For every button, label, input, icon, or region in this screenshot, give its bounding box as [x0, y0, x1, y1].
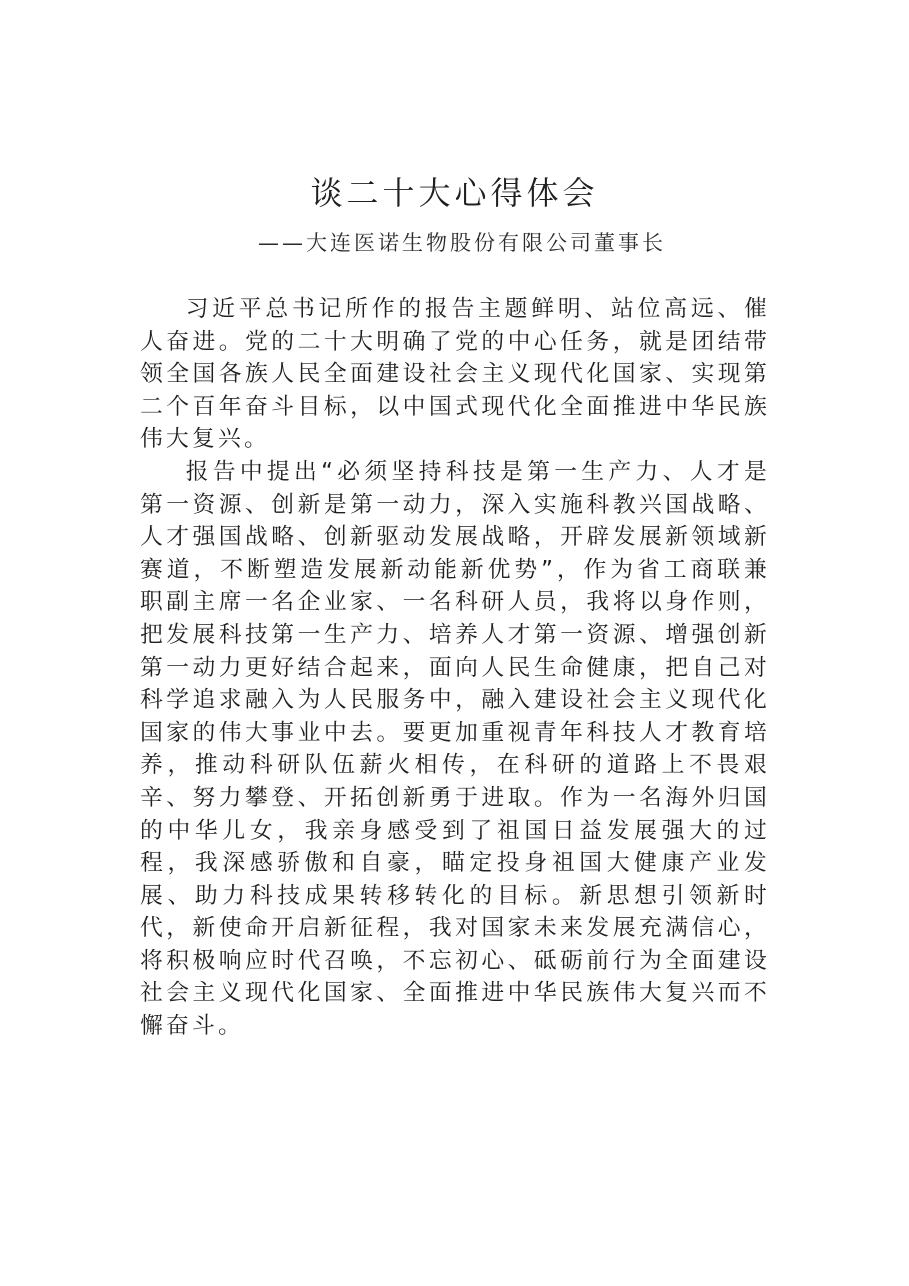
document-subtitle: ——大连医诺生物股份有限公司董事长	[258, 231, 666, 255]
document-title: 谈二十大心得体会	[310, 174, 599, 212]
paragraph: 报告中提出“必须坚持科技是第一生产力、人才是第一资源、创新是第一动力，深入实施科教兴国战略、人才强国战略、创新驱动发展战略，开辟发展新领域新赛道，不断塑造发展新动能新优势”，作为省工商联兼职副主席一名企业家、一名科研人员，我将以身作则，把发展科技第一生产力、培养人才第一资源、增强创新第一动力更好结合起来，面向人民生命健康，把自己对科学追求融入为人民服务中，融入建设社会主义现代化国家的伟大事业中去。要更加重视青年科技人才教育培养，推动科研队伍薪火相传，在科研的道路上不畏艰辛、努力攀登、开拓创新勇于进取。作为一名海外归国的中华儿女，我亲身感受到了祖国日益发展强大的过程，我深感骄傲和自豪，瞄定投身祖国大健康产业发展、助力科技成果转移转化的目标。新思想引领新时代，新使命开启新征程，我对国家未来发展充满信心，将积极响应时代召唤，不忘初心、砥砺前行为全面建设社会主义现代化国家、全面推进中华民族伟大复兴而不懈奋斗。	[140, 458, 770, 1040]
document-body	[140, 293, 770, 1043]
paragraph: 习近平总书记所作的报告主题鲜明、站位高远、催人奋进。党的二十大明确了党的中心任务，就是团结带领全国各族人民全面建设社会主义现代化国家、实现第二个百年奋斗目标，以中国式现代化全面推进中华民族伟大复兴。	[140, 296, 770, 453]
